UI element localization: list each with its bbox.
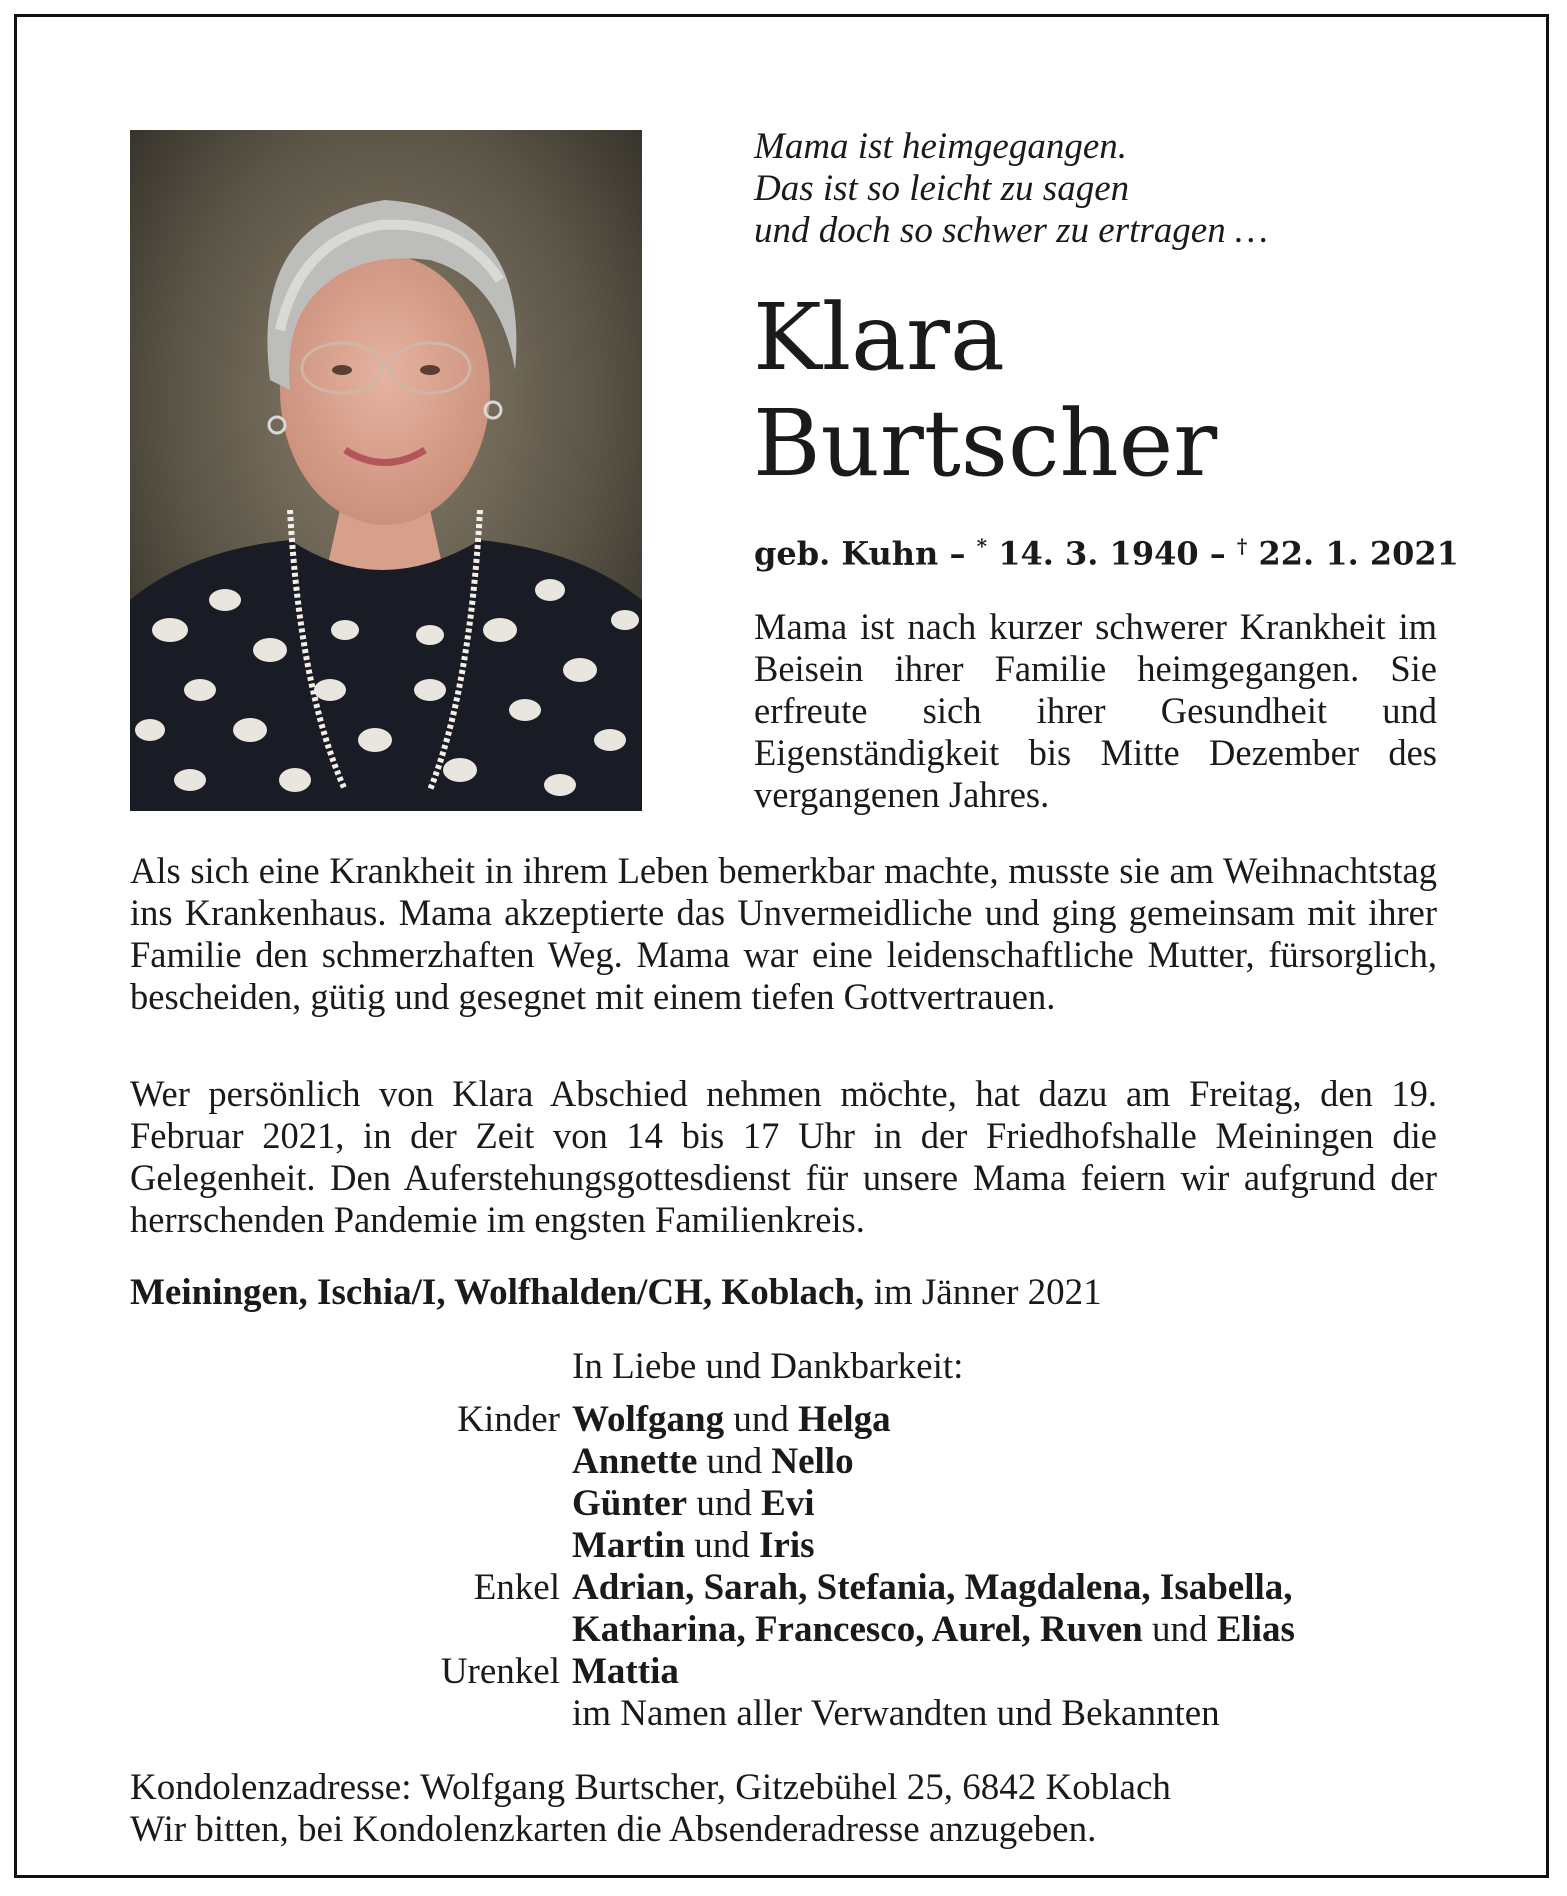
- connector: und: [696, 1483, 752, 1524]
- deceased-name: [753, 285, 1217, 497]
- address-line: Kondolenzadresse: Wolfgang Burtscher, Gitzebühel 25, 6842 Koblach: [130, 1767, 1171, 1808]
- condolence-address: [130, 1767, 1171, 1851]
- thanks-heading: In Liebe und Dankbarkeit:: [572, 1346, 964, 1387]
- paragraph-farewell: Wer persönlich von Klara Abschied nehmen möchte, hat dazu am Freitag, den 19. Februar 2021, in der Zeit von 14 bis 17 Uhr in der Friedhofshalle Meiningen die Gelegenheit. Den Auferstehungsgottesdienst für unsere Mama feiern wir aufgrund der herrschenden Pandemie im engsten Familienkreis.: [130, 1073, 1437, 1240]
- family-row: [0, 1482, 1567, 1524]
- quote-line-3: und doch so schwer zu ertragen …: [754, 210, 1268, 251]
- partner-name: Evi: [761, 1483, 815, 1524]
- address-note: Wir bitten, bei Kondolenzkarten die Absenderadresse anzugeben.: [130, 1809, 1097, 1850]
- first-name: Klara: [753, 284, 1005, 391]
- paragraph-hospital: Als sich eine Krankheit in ihrem Leben bemerkbar machte, musste sie am Weihnachtstag ins Krankenhaus. Mama akzeptierte das Unvermeidliche und ging gemeinsam mit ihrer Familie den schmerzhaften Weg. Mama war eine leidenschaftliche Mutter, fürsorglich, bescheiden, gütig und gesegnet mit einem tiefen Gottvertrauen.: [130, 850, 1437, 1017]
- enkel-label: Enkel: [473, 1567, 560, 1608]
- quote-line-2: Das ist so leicht zu sagen: [754, 168, 1130, 209]
- family-row: [0, 1524, 1567, 1566]
- grandchild-last: Elias: [1216, 1609, 1295, 1650]
- life-dates: geb. Kuhn – * 14. 3. 1940 – † 22. 1. 2021: [754, 534, 1459, 573]
- quote-line-1: Mama ist heimgegangen.: [754, 126, 1128, 167]
- last-name: Burtscher: [753, 390, 1218, 497]
- family-row: [0, 1440, 1567, 1482]
- family-row: [0, 1398, 1567, 1440]
- partner-name: Nello: [771, 1441, 854, 1482]
- birth-symbol: *: [976, 534, 988, 558]
- opening-quote: [754, 126, 1434, 252]
- connector: und: [694, 1525, 750, 1566]
- child-name: Martin: [572, 1525, 686, 1566]
- family-row: [0, 1692, 1567, 1734]
- partner-name: Helga: [798, 1399, 891, 1440]
- notice-date: im Jänner 2021: [873, 1272, 1102, 1313]
- paragraph-illness: Mama ist nach kurzer schwerer Krankheit im Beisein ihrer Familie heimgegangen. Sie erfreute sich ihrer Gesundheit und Eigenständigkeit bis Mitte Dezember des vergangenen Jahres.: [754, 606, 1437, 815]
- closing-line: im Namen aller Verwandten und Bekannten: [572, 1693, 1220, 1734]
- birth-date: 14. 3. 1940: [998, 534, 1199, 573]
- urenkel-label: Urenkel: [440, 1651, 560, 1692]
- kinder-label: Kinder: [457, 1399, 560, 1440]
- places-list: Meiningen, Ischia/I, Wolfhalden/CH, Koblach,: [130, 1272, 865, 1313]
- child-name: Günter: [572, 1483, 688, 1524]
- family-row: [0, 1566, 1567, 1608]
- family-row: [0, 1650, 1567, 1692]
- places-and-date: [130, 1271, 1102, 1314]
- great-grandchild: Mattia: [572, 1651, 679, 1692]
- portrait-photo: [130, 130, 642, 811]
- family-row: [0, 1608, 1567, 1650]
- connector: und: [1152, 1609, 1208, 1650]
- connector: und: [706, 1441, 763, 1482]
- child-name: Wolfgang: [572, 1399, 725, 1440]
- grandchildren-line-1: Adrian, Sarah, Stefania, Magdalena, Isabella,: [572, 1567, 1293, 1608]
- partner-name: Iris: [759, 1525, 815, 1566]
- death-symbol: †: [1236, 534, 1248, 558]
- connector: und: [733, 1399, 789, 1440]
- death-date: 22. 1. 2021: [1258, 534, 1459, 573]
- child-name: Annette: [572, 1441, 698, 1482]
- grandchildren-line-2: Katharina, Francesco, Aurel, Ruven: [572, 1609, 1143, 1650]
- maiden-name: geb. Kuhn: [754, 534, 939, 573]
